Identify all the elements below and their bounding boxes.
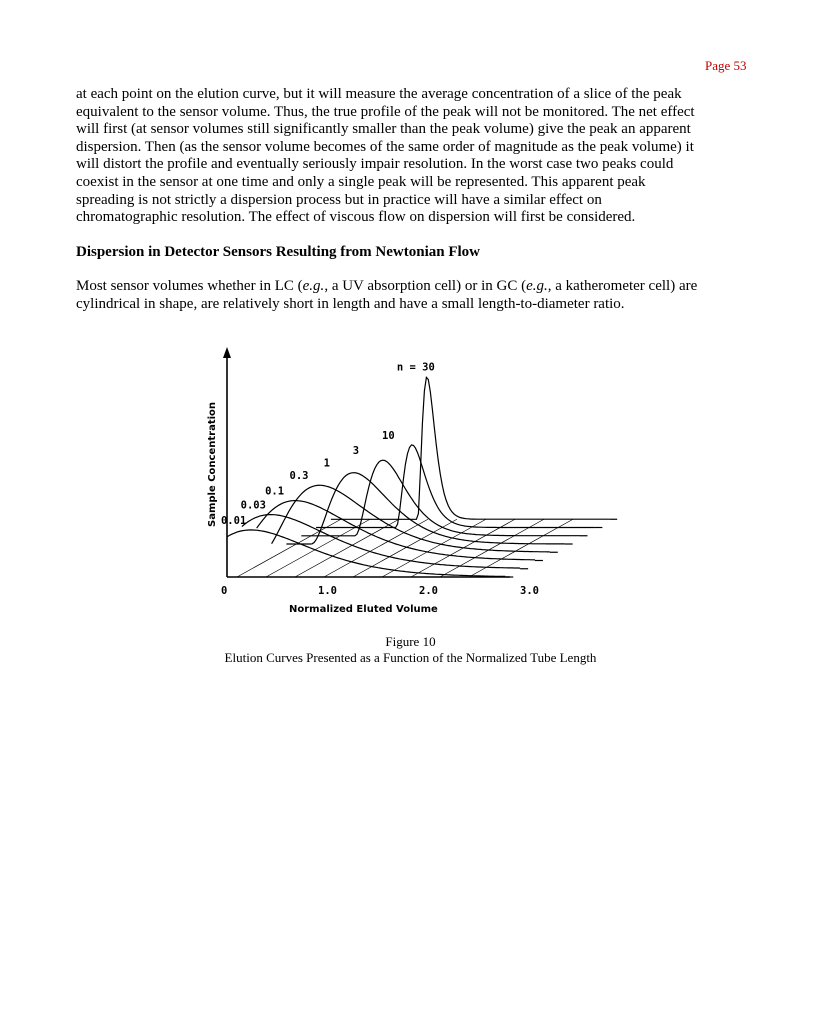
paragraph-1: [76, 86, 748, 227]
elution-curve: [331, 377, 609, 519]
elution-curve: [257, 501, 535, 560]
series-label: n = 30: [396, 361, 435, 374]
paragraph-line: will distort the profile and eventually seriously impair resolution. In the worst case two peaks could: [76, 156, 674, 173]
series-label: 10: [382, 429, 395, 442]
page-number: Page 53: [705, 58, 747, 73]
x-tick-label: 3.0: [520, 585, 539, 597]
paragraph-line: equivalent to the sensor volume. Thus, the true profile of the peak will not be monitored. The net effect: [76, 103, 695, 120]
chart-curves: [227, 377, 617, 577]
figure-number: Figure 10: [385, 634, 436, 649]
series-label: 1: [323, 457, 330, 470]
elution-curve: [286, 473, 564, 544]
x-tick-label: 1.0: [318, 585, 337, 597]
paragraph-line: chromatographic resolution. The effect of viscous flow on dispersion will first be considered.: [76, 209, 636, 226]
section-heading: Dispersion in Detector Sensors Resulting from Newtonian Flow: [76, 244, 481, 260]
series-label: 0.03: [240, 499, 266, 512]
paragraph-line: will first (at sensor volumes still significantly smaller than the peak volume) give the peak an apparent: [76, 121, 691, 138]
elution-curve: [272, 485, 550, 552]
paragraph-line: dispersion. Then (as the sensor volume becomes of the same order of magnitude as the peak volume) it: [76, 138, 694, 155]
series-label: 0.1: [265, 485, 285, 498]
paragraph-2: [76, 278, 748, 313]
x-tick-label: 0: [221, 585, 228, 597]
chart-axes: [220, 347, 510, 577]
paragraph-line: cylindrical in shape, are relatively short in length and have a small length-to-diameter ratio.: [76, 295, 625, 312]
paragraph-line: spreading is not strictly a dispersion process but in practice will have a similar effect on: [76, 191, 602, 208]
elution-curves-figure: [195, 325, 625, 625]
y-axis-label: Sample Concentration: [207, 401, 218, 527]
y-axis-arrow: [223, 347, 231, 358]
x-tick-label: 2.0: [419, 585, 438, 597]
figure-caption: Elution Curves Presented as a Function of the Normalized Tube Length: [224, 650, 597, 665]
series-label: 3: [352, 445, 360, 458]
paragraph-line: at each point on the elution curve, but it will measure the average concentration of a slice of the peak: [76, 86, 682, 102]
paragraph-line: Most sensor volumes whether in LC (e.g., a UV absorption cell) or in GC (e.g., a katherometer cell) are: [76, 278, 698, 294]
series-label: 0.01: [220, 514, 247, 527]
series-label: 0.3: [289, 470, 309, 483]
paragraph-line: coexist in the sensor at one time and only a single peak will be represented. This apparent peak: [76, 173, 646, 190]
x-axis-label: Normalized Eluted Volume: [289, 604, 438, 615]
